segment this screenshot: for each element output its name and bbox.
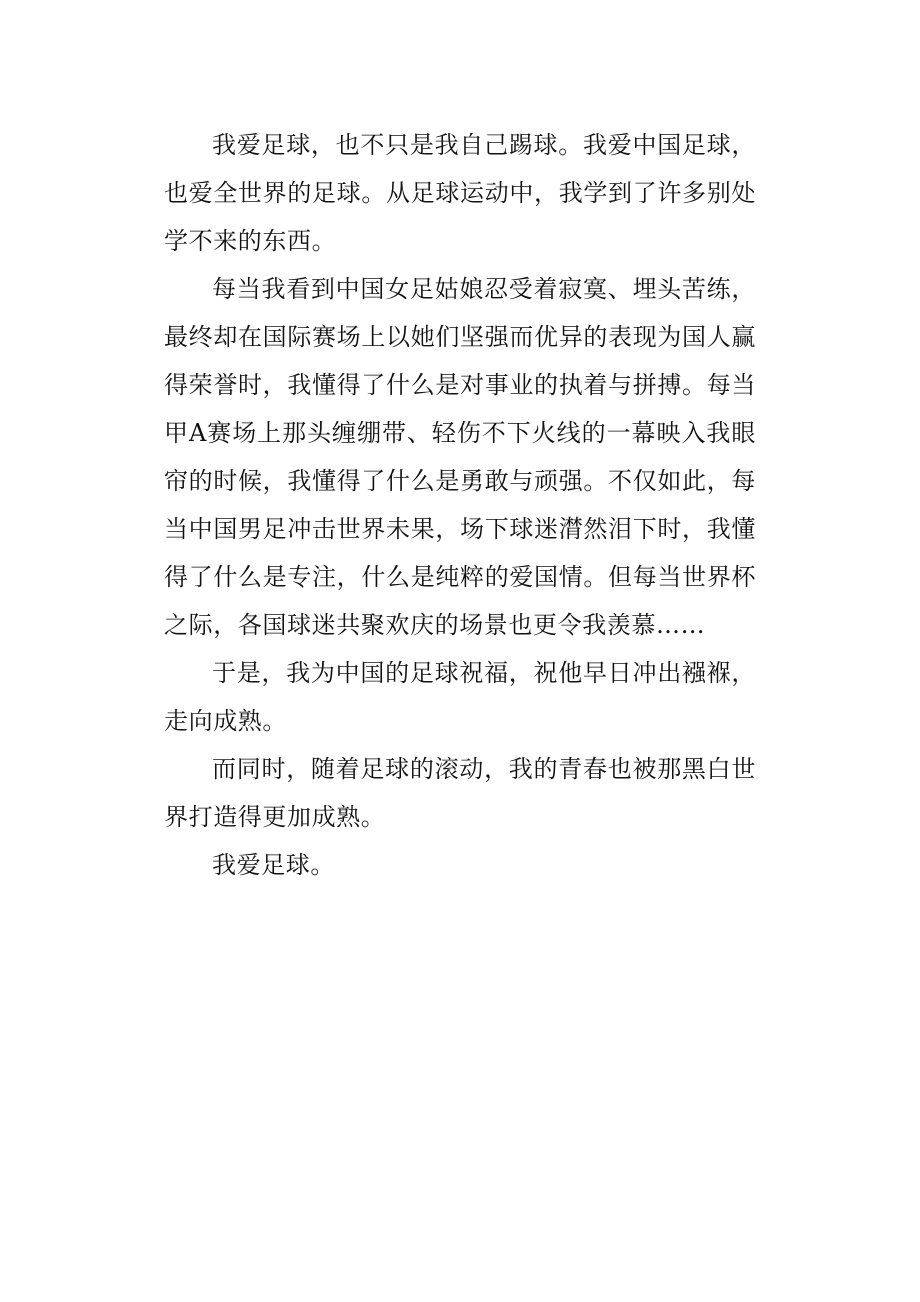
document-body [164,121,756,889]
paragraph-2: 每当我看到中国女足姑娘忍受着寂寞、埋头苦练，最终却在国际赛场上以她们坚强而优异的表现为国人赢得荣誉时，我懂得了什么是对事业的执着与拼搏。每当甲A赛场上那头缠绷带、轻伤不下火线的一幕映入我眼帘的时候，我懂得了什么是勇敢与顽强。不仅如此，每当中国男足冲击世界未果，场下球迷潸然泪下时，我懂得了什么是专注，什么是纯粹的爱国情。但每当世界杯之际，各国球迷共聚欢庆的场景也更令我羡慕…… [164,275,756,639]
paragraph-1: 我爱足球，也不只是我自己踢球。我爱中国足球，也爱全世界的足球。从足球运动中，我学到了许多别处学不来的东西。 [164,131,756,255]
paragraph-5: 我爱足球。 [212,851,335,879]
paragraph-4: 而同时，随着足球的滚动，我的青春也被那黑白世界打造得更加成熟。 [164,755,756,831]
paragraph-3: 于是，我为中国的足球祝福，祝他早日冲出襁褓，走向成熟。 [164,659,756,735]
